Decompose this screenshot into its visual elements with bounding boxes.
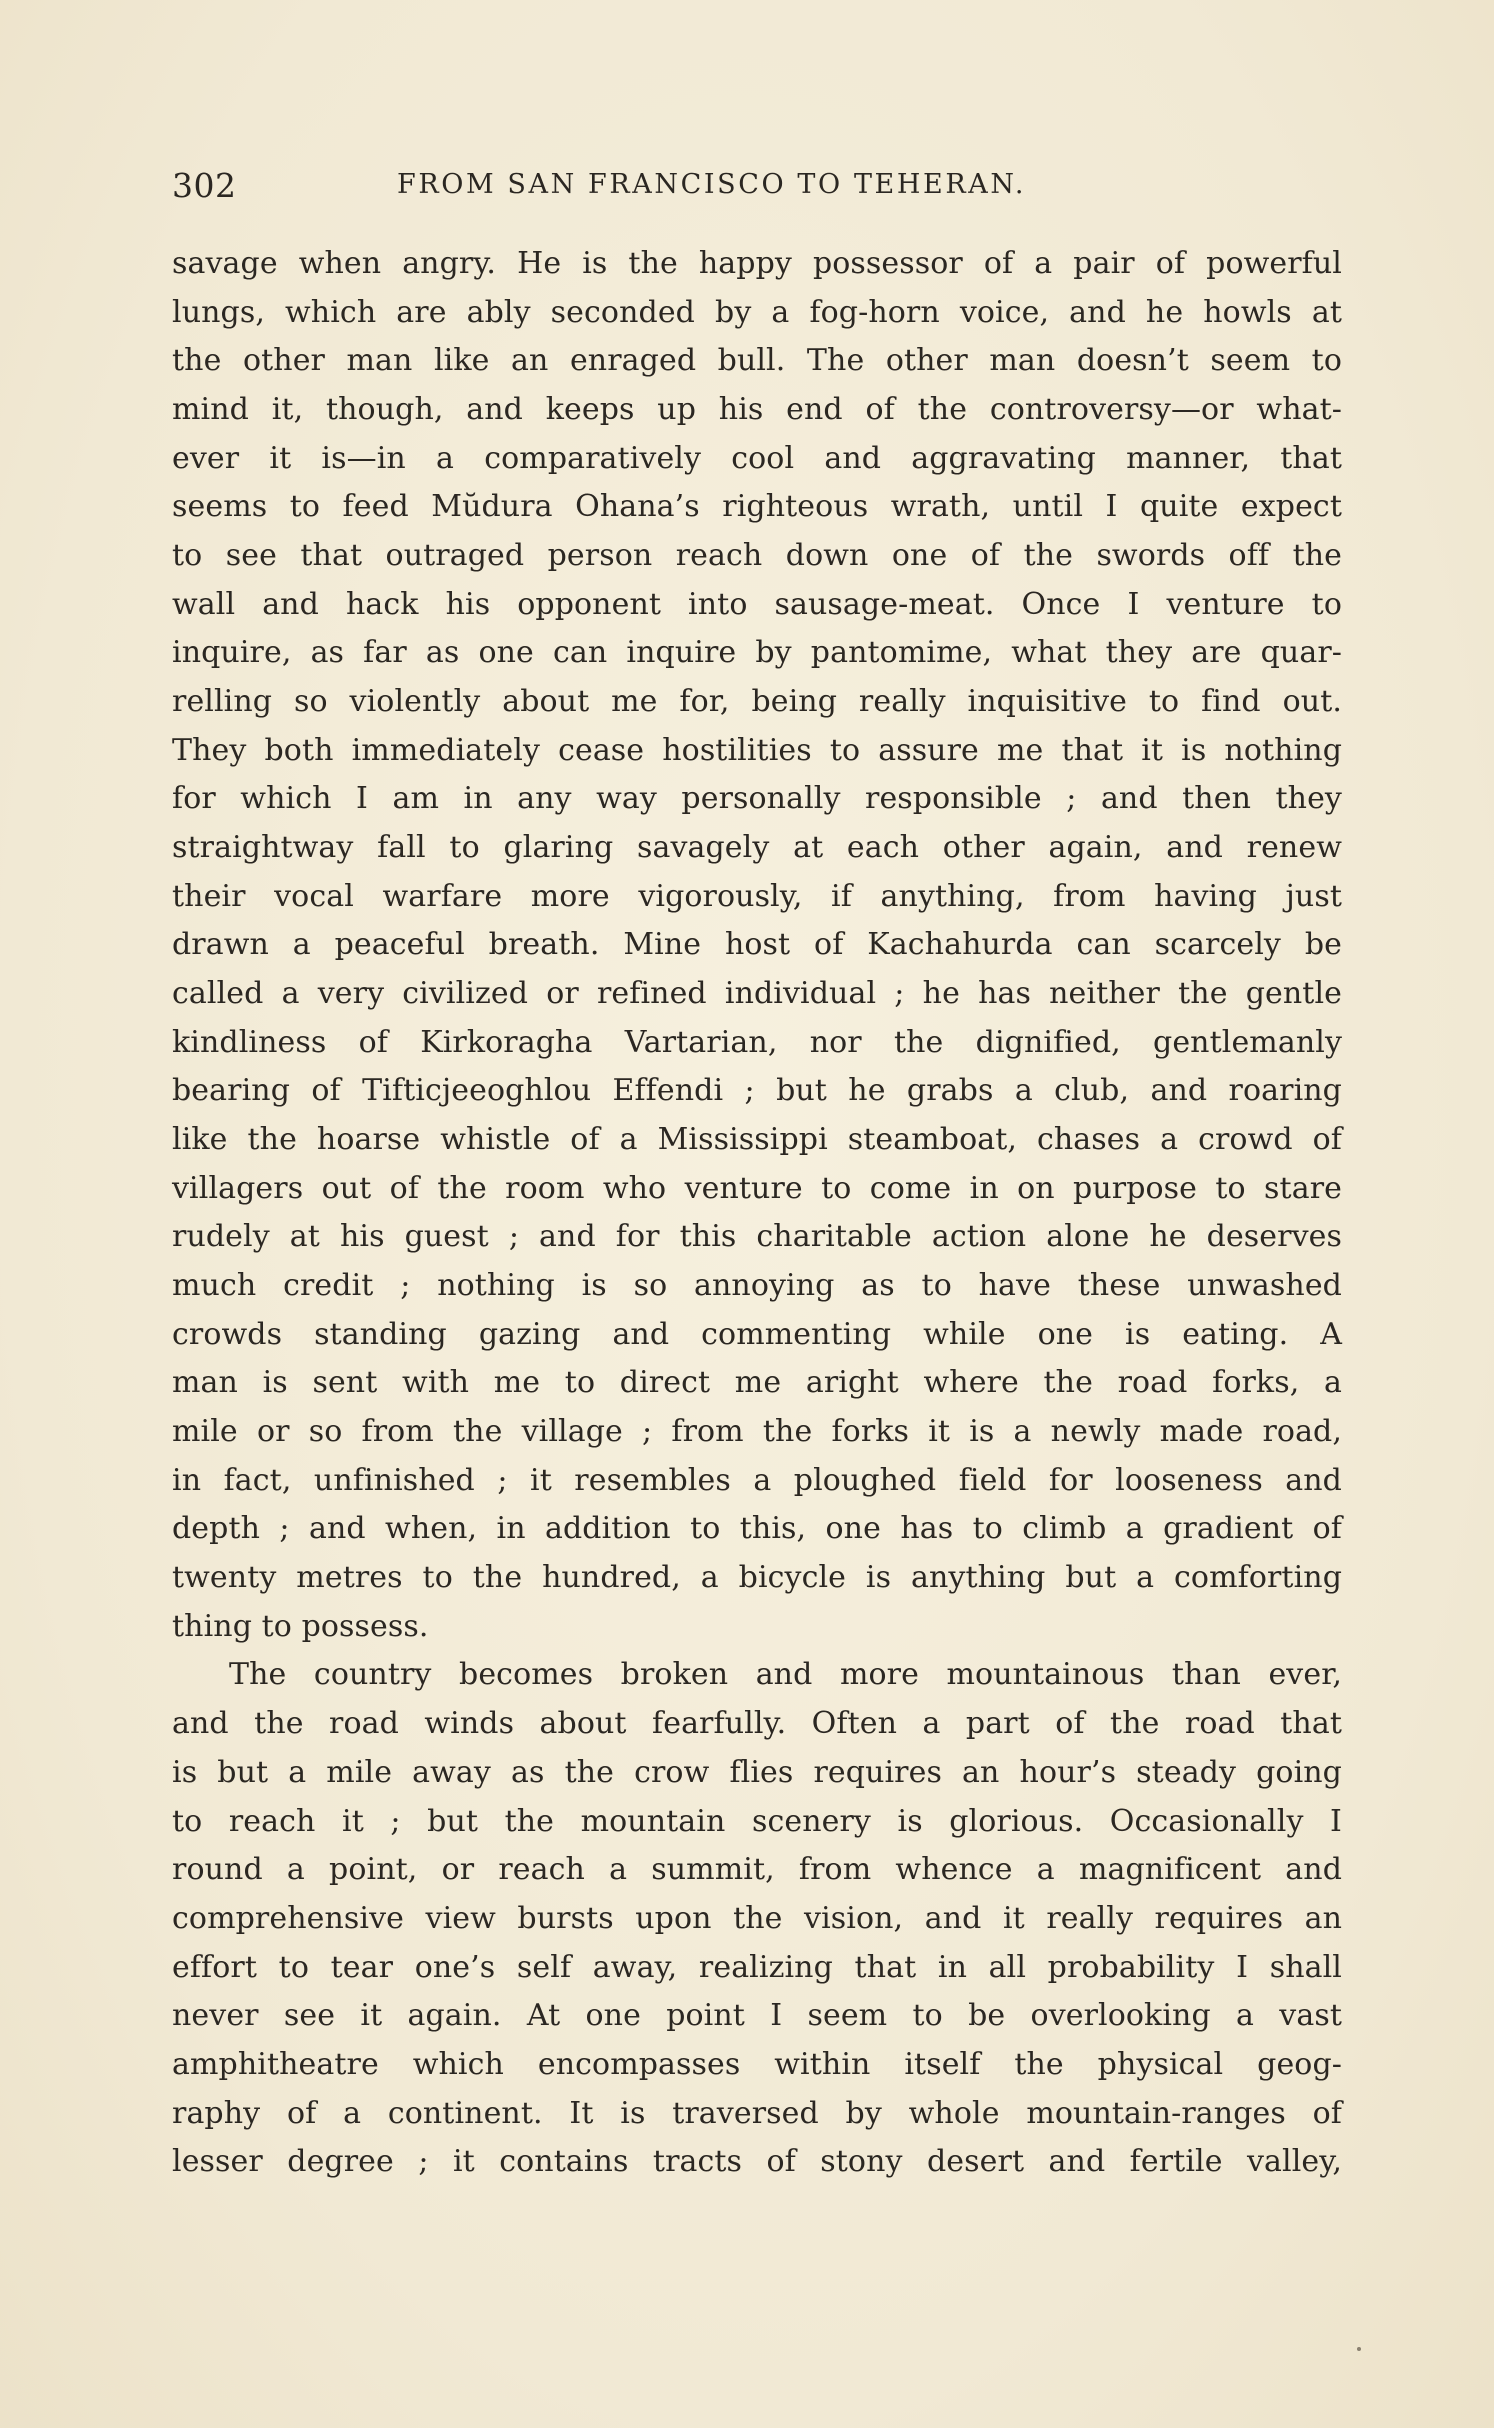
- text-line: relling so violently about me for, being really inquisitive to find out.: [172, 684, 1342, 720]
- text-line: ever it is—in a comparatively cool and aggravating manner, that: [172, 440, 1342, 476]
- text-line: drawn a peaceful breath. Mine host of Kachahurda can scarcely be: [172, 927, 1342, 963]
- paper-speck: [1357, 2347, 1361, 2351]
- text-line: bearing of Tifticjeeoghlou Effendi ; but he grabs a club, and roaring: [172, 1073, 1342, 1109]
- text-line: is but a mile away as the crow flies requires an hour’s steady going: [172, 1754, 1342, 1790]
- text-line: twenty metres to the hundred, a bicycle is anything but a comforting: [172, 1560, 1342, 1596]
- text-line: their vocal warfare more vigorously, if anything, from having just: [172, 878, 1342, 914]
- text-line: for which I am in any way personally responsible ; and then they: [172, 781, 1342, 817]
- text-line: lungs, which are ably seconded by a fog-horn voice, and he howls at: [172, 294, 1342, 330]
- text-line: thing to possess.: [172, 1608, 429, 1644]
- text-line: crowds standing gazing and commenting while one is eating. A: [172, 1316, 1342, 1352]
- text-line: to reach it ; but the mountain scenery is glorious. Occasionally I: [172, 1803, 1342, 1839]
- page-number: 302: [172, 166, 237, 205]
- text-line: kindliness of Kirkoragha Vartarian, nor the dignified, gentlemanly: [172, 1024, 1342, 1060]
- text-line: comprehensive view bursts upon the vision, and it really requires an: [172, 1900, 1342, 1936]
- text-line: called a very civilized or refined individual ; he has neither the gentle: [172, 976, 1342, 1012]
- text-line: much credit ; nothing is so annoying as to have these unwashed: [172, 1268, 1342, 1304]
- text-line: straightway fall to glaring savagely at each other again, and renew: [172, 830, 1342, 866]
- text-line: They both immediately cease hostilities to assure me that it is nothing: [172, 732, 1342, 768]
- running-head: FROM SAN FRANCISCO TO TEHERAN.: [397, 169, 1027, 200]
- text-line: wall and hack his opponent into sausage-meat. Once I venture to: [172, 586, 1342, 622]
- text-line: seems to feed Mŭdura Ohana’s righteous wrath, until I quite expect: [172, 489, 1342, 525]
- text-line: the other man like an enraged bull. The other man doesn’t seem to: [172, 343, 1342, 379]
- text-line: lesser degree ; it contains tracts of stony desert and fertile valley,: [172, 2144, 1342, 2180]
- text-line: rudely at his guest ; and for this charitable action alone he deserves: [172, 1219, 1342, 1255]
- text-line: never see it again. At one point I seem to be overlooking a vast: [172, 1998, 1342, 2034]
- page-header: [172, 166, 1124, 210]
- text-line: man is sent with me to direct me aright where the road forks, a: [172, 1365, 1342, 1401]
- text-line: depth ; and when, in addition to this, one has to climb a gradient of: [172, 1511, 1342, 1547]
- text-line: mile or so from the village ; from the forks it is a newly made road,: [172, 1414, 1342, 1450]
- text-line: savage when angry. He is the happy possessor of a pair of powerful: [172, 246, 1342, 281]
- text-line: mind it, though, and keeps up his end of the controversy—or what-: [172, 392, 1342, 428]
- text-line: raphy of a continent. It is traversed by whole mountain-ranges of: [172, 2095, 1342, 2131]
- paragraph-first-line: The country becomes broken and more mountainous than ever,: [229, 1657, 1342, 1693]
- text-line: inquire, as far as one can inquire by pantomime, what they are quar-: [172, 635, 1342, 671]
- text-line: effort to tear one’s self away, realizing that in all probability I shall: [172, 1949, 1342, 1985]
- text-line: and the road winds about fearfully. Often a part of the road that: [172, 1706, 1342, 1742]
- text-line: to see that outraged person reach down one of the swords off the: [172, 538, 1342, 574]
- text-line: villagers out of the room who venture to come in on purpose to stare: [172, 1170, 1342, 1206]
- text-line: round a point, or reach a summit, from whence a magnificent and: [172, 1852, 1342, 1888]
- text-line: in fact, unfinished ; it resembles a ploughed field for looseness and: [172, 1462, 1342, 1498]
- text-line: like the hoarse whistle of a Mississippi steamboat, chases a crowd of: [172, 1122, 1342, 1158]
- text-line: amphitheatre which encompasses within itself the physical geog-: [172, 2046, 1342, 2082]
- body-text: [172, 240, 1342, 2187]
